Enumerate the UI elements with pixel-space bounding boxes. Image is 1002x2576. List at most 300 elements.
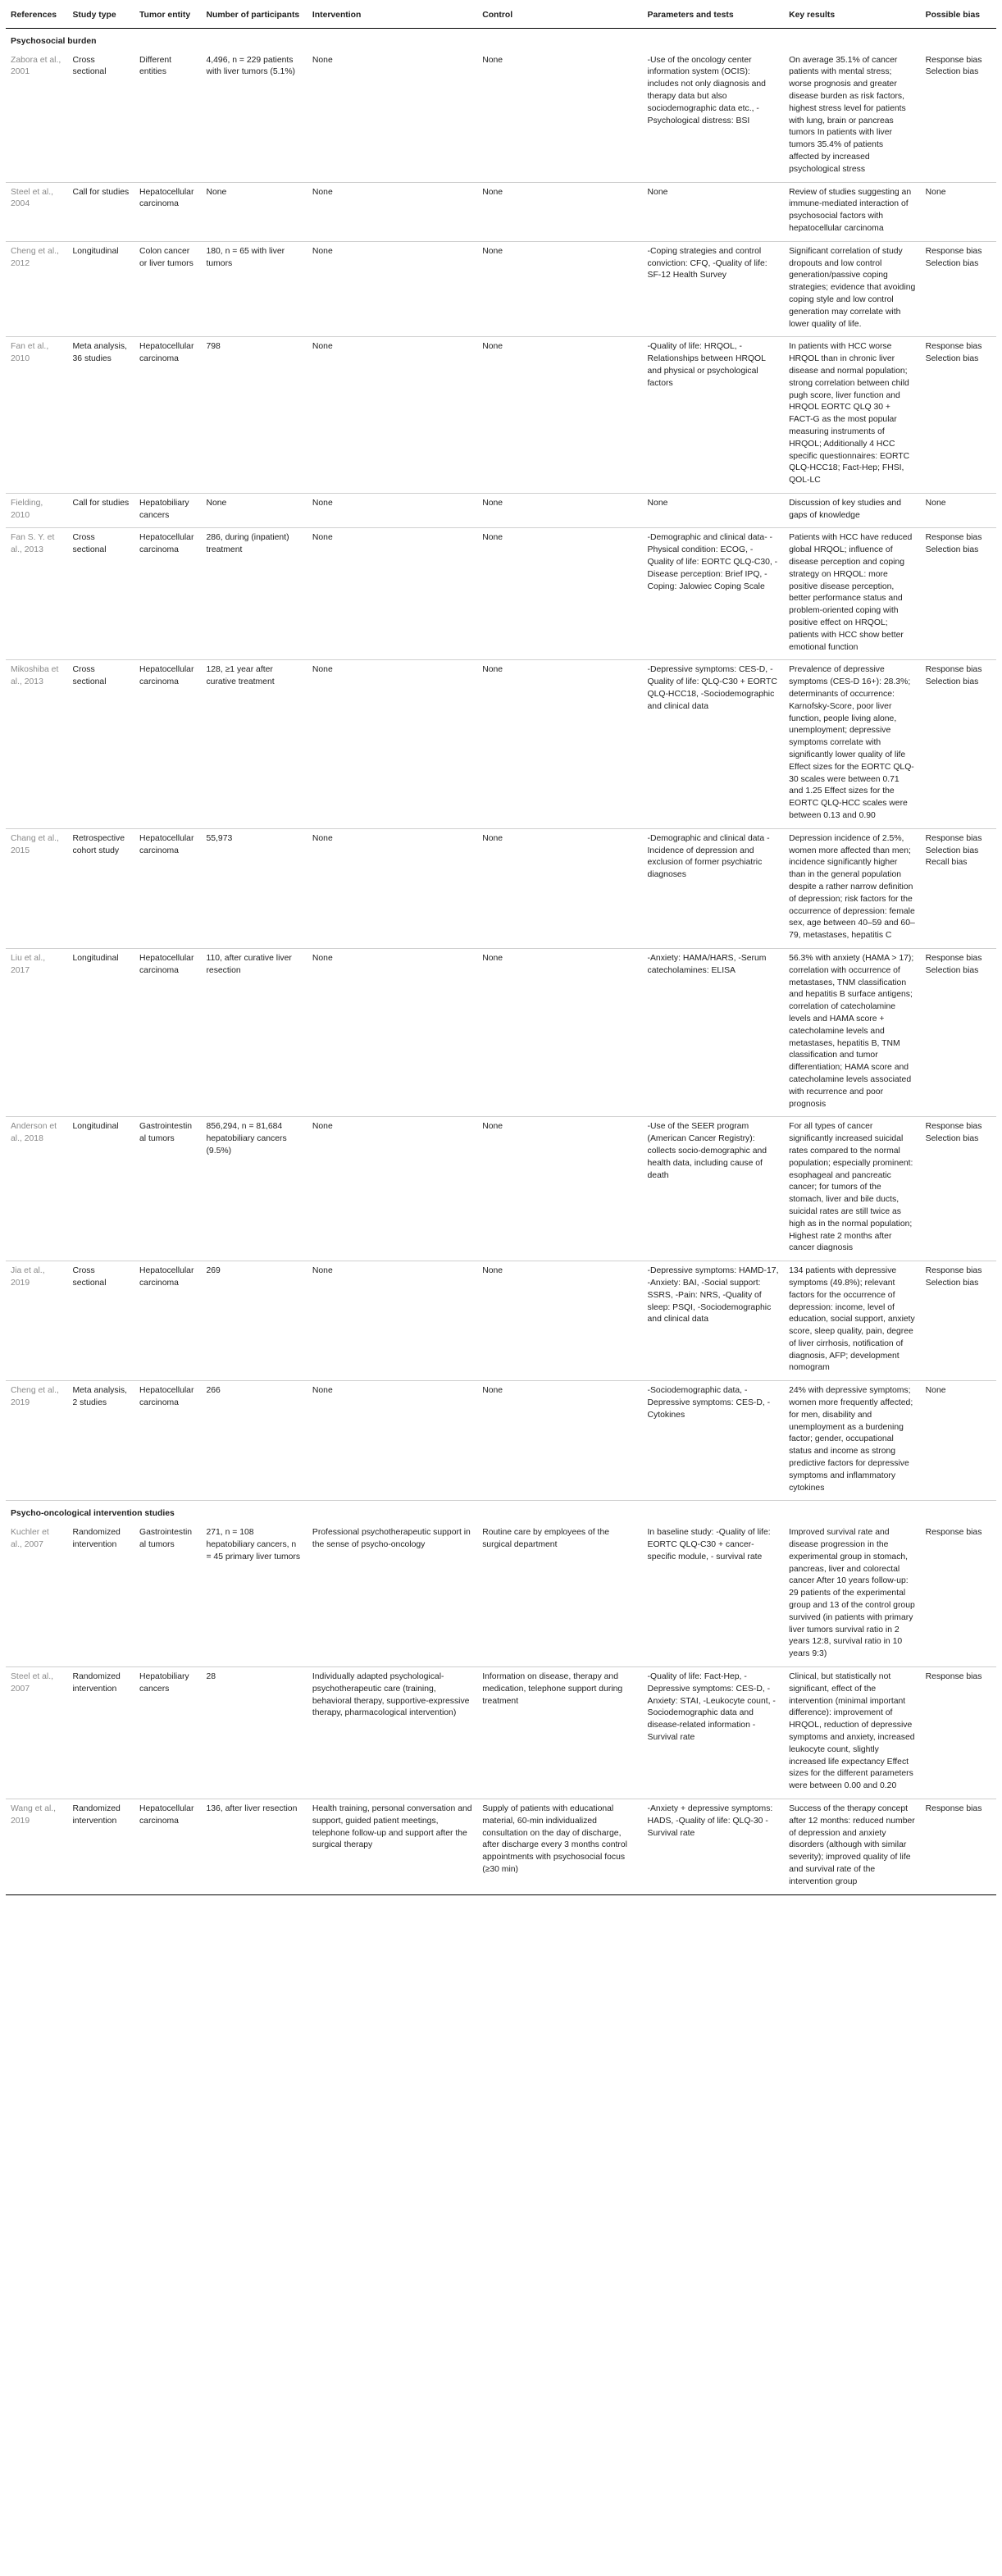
cell-references: [6, 1523, 68, 1666]
cell-text: In patients with HCC worse HRQOL than in chronic liver disease and normal population; strong correlation between child pugh score, liver function and HRQOL EORTC QLQ 30 + FACT-G as the most popular measuring instruments of HRQOL; Additionally 4 HCC specific questionnaires: EORTC QLQ-HCC18; Fact-Hep; FHSI, QOL-LC: [789, 342, 910, 486]
cell-text: Longitudinal: [72, 1122, 119, 1132]
cell-possible-bias: [921, 337, 996, 494]
cell-text: Professional psychotherapeutic support in the sense of psycho-oncology: [312, 1528, 471, 1550]
cell-tumor-entity: [134, 828, 201, 948]
cell-text: None: [312, 1266, 333, 1276]
cell-study-type: [68, 1117, 134, 1261]
cell-text: None: [312, 187, 333, 197]
cell-possible-bias: [921, 660, 996, 828]
cell-key-results: [784, 1667, 921, 1799]
cell-control: [477, 493, 642, 528]
cell-control: [477, 1667, 642, 1799]
cell-text: Hepatocellular carcinoma: [139, 1803, 194, 1826]
cell-number-of-participants: [201, 1261, 307, 1381]
cell-parameters-and-tests: [643, 1523, 785, 1666]
cell-key-results: [784, 528, 921, 660]
cell-tumor-entity: [134, 337, 201, 494]
cell-study-type: [68, 51, 134, 182]
cell-parameters-and-tests: [643, 828, 785, 948]
cell-references: [6, 528, 68, 660]
cell-text: Longitudinal: [72, 246, 119, 256]
cell-parameters-and-tests: [643, 948, 785, 1116]
cell-text: Call for studies: [72, 187, 130, 197]
cell-text: None: [482, 187, 503, 197]
cell-study-type: [68, 1381, 134, 1501]
cell-text: Depression incidence of 2.5%, women more affected than men; incidence significantly higher than in the general population despite a rather narrow definition of depression; risk factors for the occurrence of depression: female sex, age between 40–59 and 60–79, metastases, hepatitis C: [789, 833, 915, 941]
cell-text: 134 patients with depressive symptoms (49.8%); relevant factors for the occurrence of depression: income, level of education, social support, anxiety score, sleep quality, pain, degree of liver cirrhosis, notification of diagnosis, AFP; development nomogram: [789, 1266, 915, 1373]
cell-study-type: [68, 1667, 134, 1799]
cell-text: None: [482, 665, 503, 675]
cell-control: [477, 337, 642, 494]
cell-parameters-and-tests: [643, 182, 785, 241]
column-header-key-results: Key results: [784, 7, 921, 28]
cell-text: Randomized intervention: [72, 1803, 121, 1826]
cell-possible-bias: [921, 182, 996, 241]
column-header-references: References: [6, 7, 68, 28]
cell-text: Response bias Selection bias: [925, 1122, 982, 1144]
cell-text: Hepatocellular carcinoma: [139, 953, 194, 975]
section-header-row: [6, 1501, 996, 1523]
cell-control: [477, 828, 642, 948]
cell-intervention: [307, 1261, 477, 1381]
cell-possible-bias: [921, 1261, 996, 1381]
cell-text: None: [312, 1386, 333, 1396]
cell-text: Kuchler et al., 2007: [11, 1528, 49, 1550]
cell-references: [6, 1381, 68, 1501]
cell-text: Hepatocellular carcinoma: [139, 533, 194, 555]
cell-text: None: [312, 665, 333, 675]
cell-text: -Demographic and clinical data -Incidence of depression and exclusion of former psychiatric diagnoses: [647, 833, 770, 880]
cell-text: None: [482, 953, 503, 963]
cell-text: 4,496, n = 229 patients with liver tumors (5.1%): [206, 55, 296, 77]
cell-text: 266: [206, 1386, 221, 1396]
cell-control: [477, 1117, 642, 1261]
cell-parameters-and-tests: [643, 1117, 785, 1261]
cell-text: Wang et al., 2019: [11, 1803, 57, 1826]
cell-tumor-entity: [134, 493, 201, 528]
cell-text: None: [482, 833, 503, 843]
cell-number-of-participants: [201, 1117, 307, 1261]
cell-references: [6, 660, 68, 828]
cell-text: None: [312, 342, 333, 352]
cell-text: Colon cancer or liver tumors: [139, 246, 194, 268]
cell-text: Steel et al., 2007: [11, 1672, 53, 1694]
cell-text: None: [925, 187, 946, 197]
cell-tumor-entity: [134, 51, 201, 182]
column-header-intervention: Intervention: [307, 7, 477, 28]
cell-text: 56.3% with anxiety (HAMA > 17); correlation with occurrence of metastases, TNM classification and hepatitis B surface antigens; correlation of catecholamine levels and HAMA score + catecholamine levels and metastases, hepatitis B, TNM classification and tumor differentiation; HAMA score and catecholamine levels associated with recurrence and poor prognosis: [789, 953, 914, 1109]
cell-number-of-participants: [201, 828, 307, 948]
cell-key-results: [784, 1799, 921, 1894]
cell-text: Anderson et al., 2018: [11, 1122, 57, 1144]
cell-text: -Use of the oncology center information system (OCIS): includes not only diagnosis and therapy data but also sociodemographic data etc., -Psychological distress: BSI: [647, 55, 766, 125]
cell-text: Patients with HCC have reduced global HRQOL; influence of disease perception and coping strategy on HRQOL: more positive disease perception, better performance status and problem-oriented coping with positive effect on HRQOL; patients with HCC show better emotional function: [789, 533, 913, 652]
cell-text: None: [647, 187, 668, 197]
cell-number-of-participants: [201, 337, 307, 494]
cell-tumor-entity: [134, 528, 201, 660]
cell-references: [6, 1667, 68, 1799]
cell-text: 55,973: [206, 833, 233, 843]
cell-study-type: [68, 660, 134, 828]
cell-text: 128, ≥1 year after curative treatment: [206, 665, 275, 687]
cell-references: [6, 241, 68, 337]
column-header-tumor-entity: Tumor entity: [134, 7, 201, 28]
cell-parameters-and-tests: [643, 337, 785, 494]
cell-number-of-participants: [201, 51, 307, 182]
section-header-row: [6, 28, 996, 50]
cell-text: Response bias Selection bias Recall bias: [925, 833, 982, 868]
column-header-study-type: Study type: [68, 7, 134, 28]
cell-parameters-and-tests: [643, 493, 785, 528]
cell-text: -Use of the SEER program (American Cancer Registry): collects socio-demographic and health data, including cause of death: [647, 1122, 767, 1180]
cell-text: None: [206, 187, 227, 197]
cell-tumor-entity: [134, 1261, 201, 1381]
cell-text: Hepatocellular carcinoma: [139, 187, 194, 209]
cell-tumor-entity: [134, 182, 201, 241]
cell-text: None: [482, 246, 503, 256]
cell-intervention: [307, 948, 477, 1116]
cell-possible-bias: [921, 241, 996, 337]
cell-tumor-entity: [134, 1667, 201, 1799]
cell-text: Response bias Selection bias: [925, 55, 982, 77]
cell-study-type: [68, 828, 134, 948]
cell-text: -Quality of life: HRQOL, -Relationships between HRQOL and physical or psychological factors: [647, 342, 766, 388]
cell-study-type: [68, 948, 134, 1116]
cell-control: [477, 241, 642, 337]
cell-tumor-entity: [134, 1117, 201, 1261]
cell-text: 856,294, n = 81,684 hepatobiliary cancers (9.5%): [206, 1122, 287, 1156]
cell-references: [6, 51, 68, 182]
cell-study-type: [68, 1523, 134, 1666]
studies-table: [6, 7, 996, 1895]
cell-text: -Quality of life: Fact-Hep, -Depressive symptoms: CES-D, -Anxiety: STAI, -Leukocyte count, -Sociodemographic data and disease-related information -Survival rate: [647, 1672, 776, 1742]
cell-parameters-and-tests: [643, 1381, 785, 1501]
cell-text: None: [312, 55, 333, 65]
cell-text: Mikoshiba et al., 2013: [11, 665, 59, 687]
cell-intervention: [307, 493, 477, 528]
table-row: [6, 337, 996, 494]
table-row: [6, 528, 996, 660]
cell-text: None: [312, 1122, 333, 1132]
column-header-possible-bias: Possible bias: [921, 7, 996, 28]
cell-text: -Anxiety: HAMA/HARS, -Serum catecholamines: ELISA: [647, 953, 767, 975]
cell-text: Gastrointestinal tumors: [139, 1528, 193, 1550]
cell-number-of-participants: [201, 493, 307, 528]
cell-text: Longitudinal: [72, 953, 119, 963]
cell-text: Randomized intervention: [72, 1528, 121, 1550]
cell-text: Hepatocellular carcinoma: [139, 1266, 194, 1288]
column-header-control: Control: [477, 7, 642, 28]
cell-number-of-participants: [201, 660, 307, 828]
cell-text: 269: [206, 1266, 221, 1276]
cell-references: [6, 948, 68, 1116]
cell-intervention: [307, 1381, 477, 1501]
cell-key-results: [784, 1523, 921, 1666]
cell-text: Individually adapted psychological-psychotherapeutic care (training, behavioral therapy, supportive-expressive therapy, pharmacological intervention): [312, 1672, 470, 1718]
cell-key-results: [784, 828, 921, 948]
table-header: [6, 7, 996, 28]
cell-text: Response bias Selection bias: [925, 1266, 982, 1288]
cell-parameters-and-tests: [643, 241, 785, 337]
cell-text: -Depressive symptoms: HAMD-17, -Anxiety: BAI, -Social support: SSRS, -Pain: NRS, -Quality of sleep: PSQI, -Sociodemographic and clinical data: [647, 1266, 779, 1324]
cell-text: Response bias Selection bias: [925, 533, 982, 555]
cell-study-type: [68, 528, 134, 660]
cell-text: Hepatocellular carcinoma: [139, 342, 194, 364]
cell-text: Fan S. Y. et al., 2013: [11, 533, 55, 555]
section-title: Psycho-oncological intervention studies: [11, 1509, 175, 1519]
cell-text: -Sociodemographic data, -Depressive symptoms: CES-D, -Cytokines: [647, 1386, 771, 1420]
table-row: [6, 51, 996, 182]
cell-text: None: [482, 498, 503, 508]
cell-text: Routine care by employees of the surgical department: [482, 1528, 609, 1550]
cell-text: Cheng et al., 2012: [11, 246, 59, 268]
cell-key-results: [784, 337, 921, 494]
cell-number-of-participants: [201, 182, 307, 241]
cell-key-results: [784, 1261, 921, 1381]
table-row: [6, 241, 996, 337]
cell-intervention: [307, 337, 477, 494]
cell-text: Hepatocellular carcinoma: [139, 1386, 194, 1408]
cell-text: -Demographic and clinical data- -Physical condition: ECOG, -Quality of life: EORTC QLQ-C30, -Disease perception: Brief IPQ, -Coping: Jalowiec Coping Scale: [647, 533, 778, 591]
cell-text: Randomized intervention: [72, 1672, 121, 1694]
table-row: [6, 1261, 996, 1381]
cell-number-of-participants: [201, 241, 307, 337]
cell-text: On average 35.1% of cancer patients with mental stress; worse prognosis and greater disease burden as risk factors, highest stress level for patients with lung, brain or pancreas tumors In patients with liver tumors 35.4% of patients affected by increased psychological stress: [789, 55, 906, 174]
cell-intervention: [307, 1799, 477, 1894]
cell-study-type: [68, 493, 134, 528]
column-header-number-of-participants: Number of participants: [201, 7, 307, 28]
cell-text: Hepatocellular carcinoma: [139, 833, 194, 855]
cell-key-results: [784, 1117, 921, 1261]
cell-control: [477, 1799, 642, 1894]
cell-text: -Anxiety + depressive symptoms: HADS, -Quality of life: QLQ-30 -Survival rate: [647, 1803, 773, 1838]
table-row: [6, 1381, 996, 1501]
cell-text: Cross sectional: [72, 665, 107, 687]
cell-parameters-and-tests: [643, 528, 785, 660]
table-body: [6, 28, 996, 1894]
cell-text: None: [647, 498, 668, 508]
cell-text: 136, after liver resection: [206, 1803, 298, 1813]
cell-text: Fan et al., 2010: [11, 342, 49, 364]
cell-intervention: [307, 1117, 477, 1261]
cell-text: Jia et al., 2019: [11, 1266, 45, 1288]
cell-text: Zabora et al., 2001: [11, 55, 61, 77]
cell-number-of-participants: [201, 1667, 307, 1799]
section-title: Psychosocial burden: [11, 36, 97, 46]
cell-text: Hepatocellular carcinoma: [139, 665, 194, 687]
table-row: [6, 1799, 996, 1894]
cell-references: [6, 1117, 68, 1261]
cell-text: Response bias Selection bias: [925, 665, 982, 687]
cell-text: 28: [206, 1672, 216, 1682]
cell-references: [6, 337, 68, 494]
cell-text: Response bias Selection bias: [925, 953, 982, 975]
cell-text: Hepatobiliary cancers: [139, 1672, 189, 1694]
cell-text: Hepatobiliary cancers: [139, 498, 189, 520]
cell-study-type: [68, 1799, 134, 1894]
cell-text: Prevalence of depressive symptoms (CES-D 16+): 28.3%; determinants of occurrence: Karnofsky-Score, poor liver function, people living alone, unemployment; depressive symptoms correlate with significantly lower quality of life Effect sizes for the EORTC QLQ-30 scales were between 0.71 and 1.25 Effect sizes for the EORTC QLQ-HCC scales were between 0.13 and 0.90: [789, 665, 914, 821]
cell-text: None: [312, 246, 333, 256]
cell-tumor-entity: [134, 241, 201, 337]
cell-control: [477, 51, 642, 182]
cell-text: Cross sectional: [72, 55, 107, 77]
cell-text: None: [482, 1266, 503, 1276]
cell-possible-bias: [921, 828, 996, 948]
table-row: [6, 493, 996, 528]
cell-text: Improved survival rate and disease progression in the experimental group in stomach, pancreas, liver and colorectal cancer After 10 years follow-up: 29 patients of the experimental group and 13 of the control group survived (in patients with primary liver tumors survival ratio in 2 years 12:8, survival ratio in 10 years 9:3): [789, 1528, 915, 1659]
cell-number-of-participants: [201, 948, 307, 1116]
cell-text: For all types of cancer significantly increased suicidal rates compared to the normal population; especially prominent: esophageal and pancreatic cancer; for tumors of the stomach, liver and bile ducts, suicidal rates are still twice as high as in the normal population; Highest rate 2 months after cancer diagnosis: [789, 1122, 913, 1253]
cell-text: Response bias: [925, 1528, 982, 1538]
cell-text: None: [312, 953, 333, 963]
cell-text: 110, after curative liver resection: [206, 953, 292, 975]
cell-text: Chang et al., 2015: [11, 833, 59, 855]
cell-intervention: [307, 241, 477, 337]
cell-text: None: [312, 498, 333, 508]
cell-control: [477, 1523, 642, 1666]
cell-text: Success of the therapy concept after 12 months: reduced number of depression and anxiety disorders (although with similar severity); improved quality of life and survival rate of the intervention group: [789, 1803, 915, 1886]
cell-key-results: [784, 493, 921, 528]
cell-text: None: [482, 342, 503, 352]
cell-control: [477, 528, 642, 660]
table-row: [6, 948, 996, 1116]
cell-text: Cheng et al., 2019: [11, 1386, 59, 1408]
cell-tumor-entity: [134, 660, 201, 828]
cell-intervention: [307, 1523, 477, 1666]
cell-tumor-entity: [134, 1381, 201, 1501]
cell-control: [477, 1381, 642, 1501]
cell-text: Cross sectional: [72, 1266, 107, 1288]
cell-possible-bias: [921, 493, 996, 528]
cell-text: None: [312, 833, 333, 843]
cell-text: None: [482, 55, 503, 65]
table-row: [6, 1667, 996, 1799]
table-row: [6, 660, 996, 828]
table-row: [6, 828, 996, 948]
cell-text: Different entities: [139, 55, 172, 77]
cell-text: Significant correlation of study dropouts and low control generation/passive coping strategies; evidence that avoiding coping style and low control generation may correlate with lower quality of life.: [789, 246, 916, 329]
cell-text: Response bias: [925, 1672, 982, 1682]
cell-key-results: [784, 1381, 921, 1501]
table-row: [6, 182, 996, 241]
cell-text: Supply of patients with educational material, 60-min individualized consultation on the day of discharge, after discharge every 3 months control appointments with psychosocial focus (≥30 min): [482, 1803, 627, 1874]
cell-parameters-and-tests: [643, 1799, 785, 1894]
cell-number-of-participants: [201, 1799, 307, 1894]
cell-possible-bias: [921, 528, 996, 660]
cell-text: None: [925, 498, 946, 508]
cell-text: -Depressive symptoms: CES-D, -Quality of life: QLQ-C30 + EORTC QLQ-HCC18, -Sociodemographic and clinical data: [647, 665, 777, 711]
cell-key-results: [784, 660, 921, 828]
cell-text: In baseline study: -Quality of life: EORTC QLQ-C30 + cancer-specific module, - survival rate: [647, 1528, 771, 1562]
cell-possible-bias: [921, 948, 996, 1116]
cell-number-of-participants: [201, 1381, 307, 1501]
cell-text: Clinical, but statistically not significant, effect of the intervention (minimal important difference): improvement of HRQOL, reduction of depressive symptoms and anxiety, increased leukocyte count, slightly increased life expectancy Effect sizes for the different parameters were between 0.00 and 0.20: [789, 1672, 915, 1791]
cell-text: Liu et al., 2017: [11, 953, 46, 975]
cell-possible-bias: [921, 1523, 996, 1666]
cell-control: [477, 948, 642, 1116]
cell-control: [477, 660, 642, 828]
cell-text: None: [482, 533, 503, 543]
cell-key-results: [784, 51, 921, 182]
cell-text: Fielding, 2010: [11, 498, 43, 520]
cell-text: 180, n = 65 with liver tumors: [206, 246, 285, 268]
cell-text: 24% with depressive symptoms; women more frequently affected; for men, disability and unemployment as a burdening factor; gender, occupational status and income as strong predictive factors for depressive symptoms and inflammatory cytokines: [789, 1386, 913, 1493]
cell-text: Meta analysis, 36 studies: [72, 342, 127, 364]
cell-intervention: [307, 1667, 477, 1799]
cell-text: Discussion of key studies and gaps of knowledge: [789, 498, 901, 520]
cell-intervention: [307, 182, 477, 241]
cell-key-results: [784, 948, 921, 1116]
cell-possible-bias: [921, 51, 996, 182]
cell-text: Call for studies: [72, 498, 130, 508]
cell-references: [6, 1799, 68, 1894]
cell-references: [6, 828, 68, 948]
cell-parameters-and-tests: [643, 51, 785, 182]
cell-text: 271, n = 108 hepatobiliary cancers, n = 45 primary liver tumors: [206, 1528, 301, 1562]
cell-intervention: [307, 528, 477, 660]
cell-text: Health training, personal conversation and support, guided patient meetings, telephone follow-up and support after the surgical therapy: [312, 1803, 472, 1850]
cell-text: Response bias Selection bias: [925, 342, 982, 364]
cell-references: [6, 1261, 68, 1381]
cell-tumor-entity: [134, 948, 201, 1116]
cell-parameters-and-tests: [643, 1261, 785, 1381]
cell-intervention: [307, 51, 477, 182]
cell-number-of-participants: [201, 528, 307, 660]
cell-possible-bias: [921, 1799, 996, 1894]
column-header-parameters-and-tests: Parameters and tests: [643, 7, 785, 28]
cell-text: Meta analysis, 2 studies: [72, 1386, 127, 1408]
cell-text: Cross sectional: [72, 533, 107, 555]
cell-possible-bias: [921, 1381, 996, 1501]
cell-text: 798: [206, 342, 221, 352]
cell-text: Response bias: [925, 1803, 982, 1813]
cell-tumor-entity: [134, 1523, 201, 1666]
cell-text: None: [482, 1386, 503, 1396]
cell-study-type: [68, 241, 134, 337]
cell-study-type: [68, 182, 134, 241]
cell-text: None: [206, 498, 227, 508]
cell-references: [6, 493, 68, 528]
cell-parameters-and-tests: [643, 1667, 785, 1799]
cell-possible-bias: [921, 1667, 996, 1799]
cell-control: [477, 182, 642, 241]
cell-text: None: [482, 1122, 503, 1132]
cell-text: -Coping strategies and control conviction: CFQ, -Quality of life: SF-12 Health Survey: [647, 246, 767, 280]
cell-parameters-and-tests: [643, 660, 785, 828]
cell-study-type: [68, 337, 134, 494]
header-row: [6, 7, 996, 28]
cell-text: None: [312, 533, 333, 543]
table-row: [6, 1117, 996, 1261]
cell-text: Review of studies suggesting an immune-mediated interaction of psychosocial factors with hepatocellular carcinoma: [789, 187, 912, 233]
cell-references: [6, 182, 68, 241]
cell-text: Gastrointestinal tumors: [139, 1122, 193, 1144]
table-row: [6, 1523, 996, 1666]
cell-text: Steel et al., 2004: [11, 187, 53, 209]
cell-control: [477, 1261, 642, 1381]
cell-text: Response bias Selection bias: [925, 246, 982, 268]
cell-text: None: [925, 1386, 946, 1396]
cell-text: 286, during (inpatient) treatment: [206, 533, 289, 555]
cell-possible-bias: [921, 1117, 996, 1261]
cell-intervention: [307, 660, 477, 828]
cell-text: Information on disease, therapy and medication, telephone support during treatment: [482, 1672, 623, 1706]
cell-key-results: [784, 241, 921, 337]
cell-number-of-participants: [201, 1523, 307, 1666]
cell-text: Retrospective cohort study: [72, 833, 125, 855]
cell-intervention: [307, 828, 477, 948]
cell-key-results: [784, 182, 921, 241]
